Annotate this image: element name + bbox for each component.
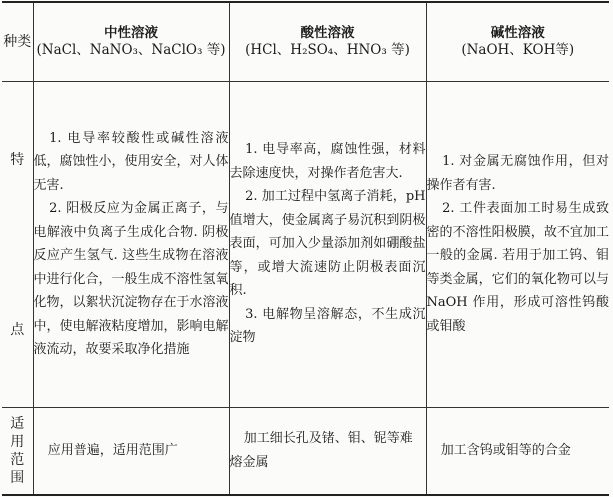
column-header-acidic — [229, 2, 426, 81]
acidic-scope-cell — [229, 407, 426, 495]
scope-row — [2, 407, 609, 495]
column-name: 酸性溶液 — [300, 24, 355, 41]
feature-paragraph: 1. 对金属无腐蚀作用，但对操作者有害. — [426, 154, 609, 193]
alkaline-features-cell — [426, 81, 609, 407]
scope-text: 应用普遍，适用范围广 — [47, 442, 178, 458]
feature-paragraph: 1. 电导率高，腐蚀性强，材料去除速度快，对操作者危害大. — [229, 142, 426, 181]
alkaline-scope-cell — [426, 407, 609, 495]
header-row — [2, 2, 609, 81]
corner-header — [2, 2, 33, 81]
neutral-scope-cell — [33, 407, 229, 495]
column-name: 碱性溶液 — [490, 24, 545, 41]
electrolyte-comparison-table — [2, 1, 609, 496]
column-header-alkaline — [426, 2, 609, 81]
scope-row-header — [2, 407, 33, 495]
column-examples: (NaOH、KOH等) — [461, 41, 575, 58]
row-label-bottom: 点 — [10, 322, 25, 338]
scope-text: 加工含钨或钼等的合金 — [440, 442, 571, 458]
feature-paragraph: 3. 电解物呈溶解态，不生成沉淀物 — [229, 306, 426, 346]
features-row-header — [2, 81, 33, 407]
features-row — [2, 81, 609, 407]
feature-paragraph: 2. 阳极反应为金属正离子，与电解液中负离子生成化合物. 阴极反应产生氢气. 这些生成物在溶液中进行化合，一般生成不溶性氢氧化物，以絮状沉淀物存在于水溶液中，使电解液粘度增加，影响电解液流动，故要采取净化措施 — [33, 201, 229, 357]
acidic-features-cell — [229, 81, 426, 407]
scope-text: 加工细长孔及锗、钼、铌等难熔金属 — [229, 430, 413, 470]
feature-paragraph: 1. 电导率较酸性或碱性溶液低，腐蚀性小，使用安全，对人体无害. — [33, 130, 229, 193]
corner-label: 种类 — [3, 33, 32, 50]
column-header-neutral — [33, 2, 229, 81]
scope-label: 适用范围 — [10, 415, 25, 486]
row-label-top: 特 — [10, 152, 25, 168]
column-name: 中性溶液 — [104, 24, 158, 41]
column-examples: (NaCl、NaNO₃、NaClO₃ 等) — [36, 41, 226, 58]
feature-paragraph: 2. 工件表面加工时易生成致密的不溶性阳极膜，故不宜加工一般的金属. 若用于加工钨、钼等类金属，它们的氧化物可以与 NaOH 作用，形成可溶性钨酸或钼酸 — [426, 201, 609, 334]
feature-paragraph: 2. 加工过程中氢离子消耗，pH 值增大，使金属离子易沉积到阴极表面，可加入少量添加剂如硼酸盐等，或增大流速防止阴极表面沉积. — [229, 189, 426, 299]
neutral-features-cell — [33, 81, 229, 407]
column-examples: (HCl、H₂SO₄、HNO₃ 等) — [245, 41, 410, 58]
